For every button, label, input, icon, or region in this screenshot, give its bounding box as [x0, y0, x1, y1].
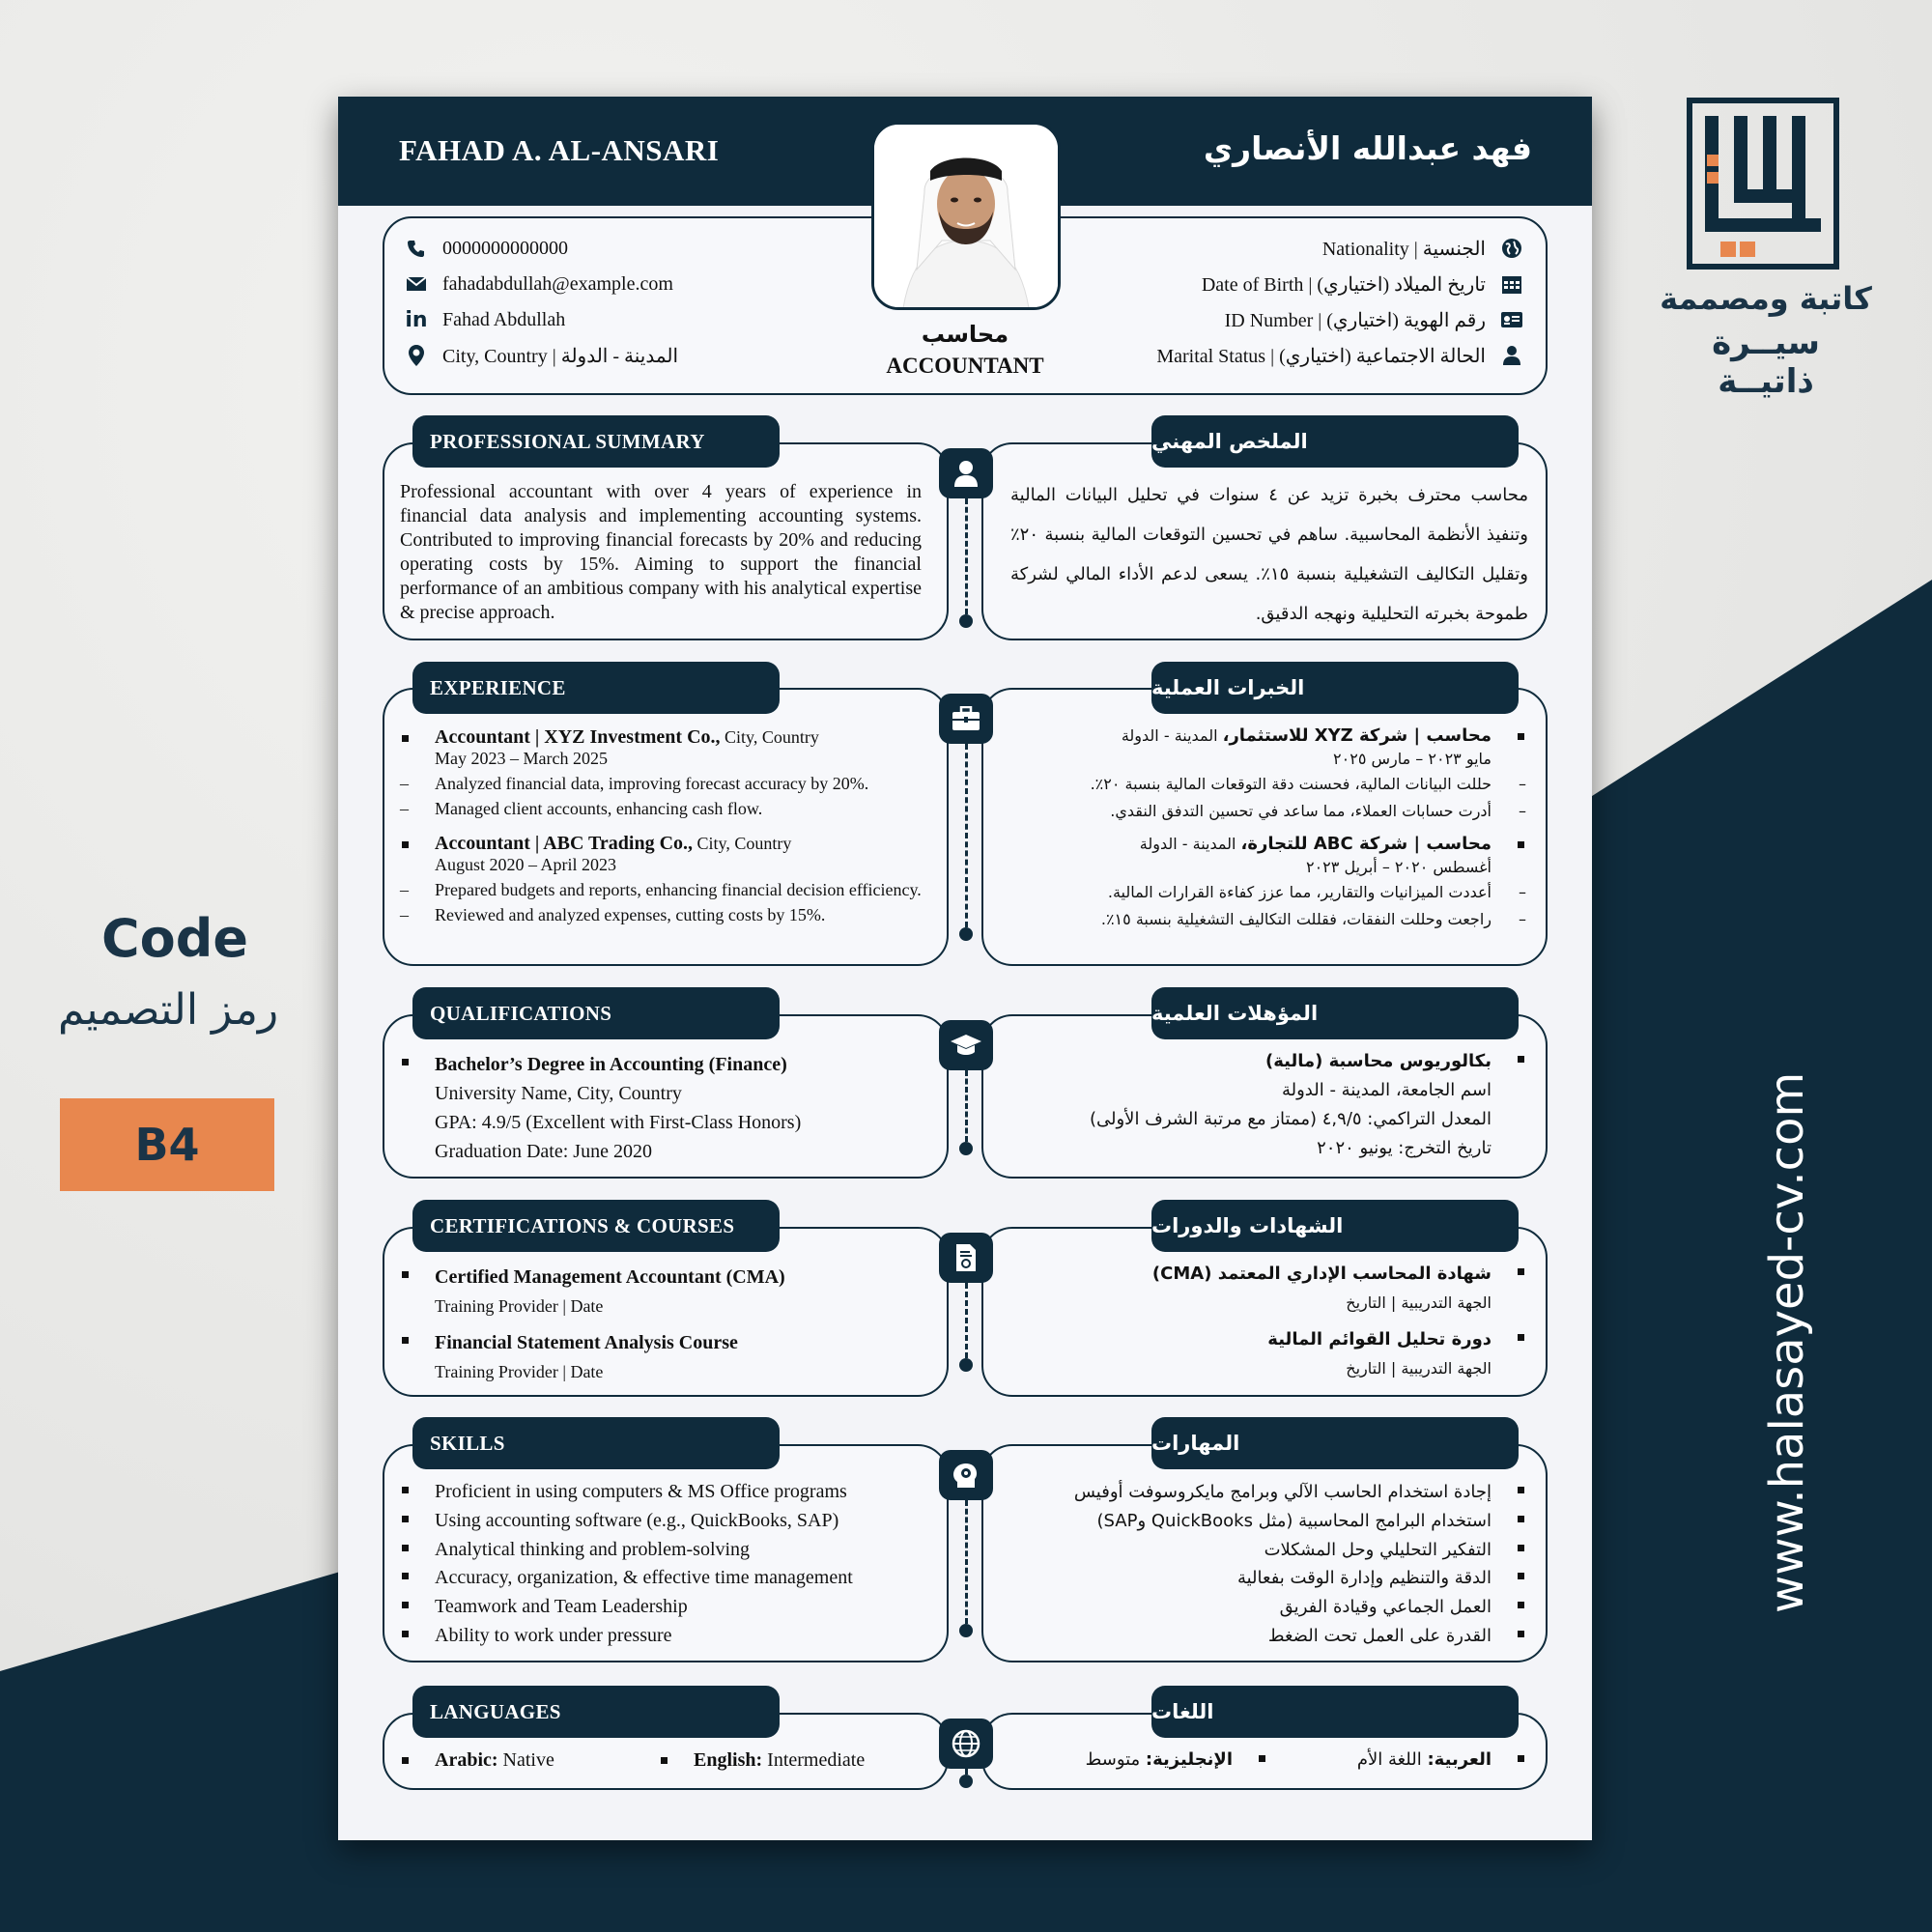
language-item: الإنجليزية: متوسط [1086, 1747, 1267, 1773]
section-header-languages: LANGUAGES [412, 1686, 780, 1738]
section-header-qualifications: QUALIFICATIONS [412, 987, 780, 1039]
languages-connector [939, 1719, 993, 1788]
skill-item: استخدام البرامج المحاسبية (مثل QuickBooks وSAP) [1005, 1507, 1526, 1536]
profile-photo [871, 122, 1061, 310]
info-dob: Date of Birth | تاريخ الميلاد (اختياري) [1202, 271, 1524, 297]
info-id: ID Number | رقم الهوية (اختياري) [1225, 307, 1524, 332]
cert-item: دورة تحليل القوائم المالية الجهة التدريبية | التاريخ [1005, 1325, 1526, 1383]
skill-item: Ability to work under pressure [400, 1622, 931, 1651]
website-url[interactable]: www.halasayed-cv.com [1760, 1071, 1814, 1613]
briefcase-icon [939, 694, 993, 744]
degree-item: بكالوريوس محاسبة (مالية) اسم الجامعة، المدينة - الدولة المعدل التراكمي: ٤,٩/٥ (ممتاز مع مرتبة الشرف الأولى) تاريخ التخرج: يونيو ٢٠٢٠ [1005, 1047, 1526, 1163]
brand-logo-icon [1686, 97, 1840, 270]
job-point: – حللت البيانات المالية، فحسنت دقة التوقعات المالية بنسبة ٢٠٪. [1005, 773, 1526, 796]
contact-phone[interactable]: 0000000000000 [404, 236, 568, 261]
info-nationality: Nationality | الجنسية [1322, 236, 1524, 261]
brand-tagline-1: كاتبة ومصممة [1660, 280, 1872, 317]
phone-icon [404, 236, 429, 261]
contact-location: City, Country | المدينة - الدولة [404, 343, 678, 368]
language-item: العربية: اللغة الأم [1267, 1747, 1526, 1773]
qualifications-list-en [400, 1050, 926, 1166]
section-header-languages-ar: اللغات [1151, 1686, 1519, 1738]
job-item: Accountant | ABC Trading Co., City, Country August 2020 – April 2023 [400, 833, 926, 875]
section-header-summary-ar: الملخص المهني [1151, 415, 1519, 468]
language-item: English: Intermediate [659, 1748, 865, 1773]
job-item: محاسب | شركة ABC للتجارة، المدينة - الدولة أغسطس ٢٠٢٠ – أبريل ٢٠٢٣ [1005, 833, 1526, 879]
language-item: Arabic: Native [400, 1748, 659, 1773]
code-badge: B4 [60, 1098, 274, 1191]
skill-item: التفكير التحليلي وحل المشكلات [1005, 1536, 1526, 1565]
globe-icon [1499, 236, 1524, 261]
skills-list-ar [1005, 1478, 1526, 1651]
job-point: – راجعت وحللت النفقات، فقللت التكاليف التشغيلية بنسبة ١٥٪. [1005, 908, 1526, 931]
skill-item: Accuracy, organization, & effective time management [400, 1564, 931, 1593]
info-marital: Marital Status | الحالة الاجتماعية (اختياري) [1156, 343, 1524, 368]
certifications-list-en [400, 1263, 926, 1386]
skill-item: Analytical thinking and problem-solving [400, 1536, 931, 1565]
section-header-experience: EXPERIENCE [412, 662, 780, 714]
experience-list-ar [1005, 724, 1526, 931]
summary-text-en: Professional accountant with over 4 years of experience in financial data analysis and implementing accounting systems. Contributed to improving financial forecasts by 20% and reducing operating costs by 15%. Aiming to support the financial performance of an ambitious company with his analytical expertise & precise approach. [400, 481, 922, 623]
degree-item: Bachelor’s Degree in Accounting (Finance) University Name, City, Country GPA: 4.9/5 (Excellent with First-Class Honors) Graduation Date: June 2020 [400, 1050, 926, 1166]
skill-item: إجادة استخدام الحاسب الآلي وبرامج مايكروسوفت أوفيس [1005, 1478, 1526, 1507]
cv-page [338, 97, 1592, 1840]
skill-item: العمل الجماعي وقيادة الفريق [1005, 1593, 1526, 1622]
certificate-icon [939, 1233, 993, 1283]
section-header-skills-ar: المهارات [1151, 1417, 1519, 1469]
skills-list-en [400, 1478, 931, 1651]
section-header-certifications-ar: الشهادات والدورات [1151, 1200, 1519, 1252]
job-point: – أدرت حسابات العملاء، مما ساعد في تحسين التدفق النقدي. [1005, 800, 1526, 823]
job-point: – أعددت الميزانيات والتقارير، مما عزز كفاءة القرارات المالية. [1005, 881, 1526, 904]
summary-connector [939, 448, 993, 628]
certifications-connector [939, 1233, 993, 1372]
cert-item: شهادة المحاسب الإداري المعتمد (CMA) الجهة التدريبية | التاريخ [1005, 1260, 1526, 1318]
certifications-list-ar [1005, 1260, 1526, 1383]
skill-item: القدرة على العمل تحت الضغط [1005, 1622, 1526, 1651]
skill-item: Proficient in using computers & MS Office programs [400, 1478, 931, 1507]
contact-email[interactable]: fahadabdullah@example.com [404, 271, 673, 297]
job-title-english: ACCOUNTANT [886, 354, 1044, 378]
job-item: Accountant | XYZ Investment Co., City, Country May 2023 – March 2025 [400, 726, 926, 769]
job-point: – Reviewed and analyzed expenses, cutting costs by 15%. [400, 904, 926, 925]
email-icon [404, 271, 429, 297]
job-point: – Prepared budgets and reports, enhancing financial decision efficiency. [400, 879, 926, 900]
cert-item: Certified Management Accountant (CMA) Training Provider | Date [400, 1263, 926, 1321]
contact-linkedin[interactable]: in Fahad Abdullah [405, 307, 566, 332]
skill-item: الدقة والتنظيم وإدارة الوقت بفعالية [1005, 1564, 1526, 1593]
section-header-skills: SKILLS [412, 1417, 780, 1469]
skills-connector [939, 1450, 993, 1637]
job-item: محاسب | شركة XYZ للاستثمار، المدينة - الدولة مايو ٢٠٢٣ – مارس ٢٠٢٥ [1005, 724, 1526, 771]
calendar-icon [1499, 271, 1524, 297]
languages-list-en [400, 1748, 931, 1773]
section-header-experience-ar: الخبرات العملية [1151, 662, 1519, 714]
navy-shape-bottom [0, 1835, 1932, 1932]
globe-icon [939, 1719, 993, 1769]
section-header-summary: PROFESSIONAL SUMMARY [412, 415, 780, 468]
cert-item: Financial Statement Analysis Course Training Provider | Date [400, 1328, 926, 1386]
code-label: Code [101, 908, 249, 969]
experience-connector [939, 694, 993, 941]
user-icon [939, 448, 993, 498]
job-point: – Managed client accounts, enhancing cash flow. [400, 798, 926, 819]
name-arabic: فهد عبدالله الأنصاري [1203, 129, 1532, 167]
qualifications-list-ar [1005, 1047, 1526, 1163]
head-gear-icon [939, 1450, 993, 1500]
languages-list-ar [1005, 1747, 1526, 1773]
job-point: – Analyzed financial data, improving forecast accuracy by 20%. [400, 773, 926, 794]
name-english: FAHAD A. AL-ANSARI [399, 133, 720, 167]
skill-item: Using accounting software (e.g., QuickBooks, SAP) [400, 1507, 931, 1536]
brand-tagline-2: سيــرة ذاتيــة [1712, 324, 1820, 401]
section-header-certifications: CERTIFICATIONS & COURSES [412, 1200, 780, 1252]
code-label-ar: رمز التصميم [58, 985, 279, 1035]
job-title-arabic: محاسب [921, 321, 1009, 348]
linkedin-icon: in [405, 307, 428, 332]
summary-text-ar: محاسب محترف بخبرة تزيد عن ٤ سنوات في تحليل البيانات المالية وتنفيذ الأنظمة المحاسبية. ساهم في تحسين التوقعات المالية بنسبة ٢٠٪ وتقليل التكاليف التشغيلية بنسبة ١٥٪. يسعى لدعم الأداء المالي لشركة طموحة بخبرته التحليلية ونهجه الدقيق. [1010, 485, 1528, 624]
qualifications-connector [939, 1020, 993, 1155]
section-header-qualifications-ar: المؤهلات العلمية [1151, 987, 1519, 1039]
experience-list-en [400, 726, 926, 925]
skill-item: Teamwork and Team Leadership [400, 1593, 931, 1622]
graduation-cap-icon [939, 1020, 993, 1070]
